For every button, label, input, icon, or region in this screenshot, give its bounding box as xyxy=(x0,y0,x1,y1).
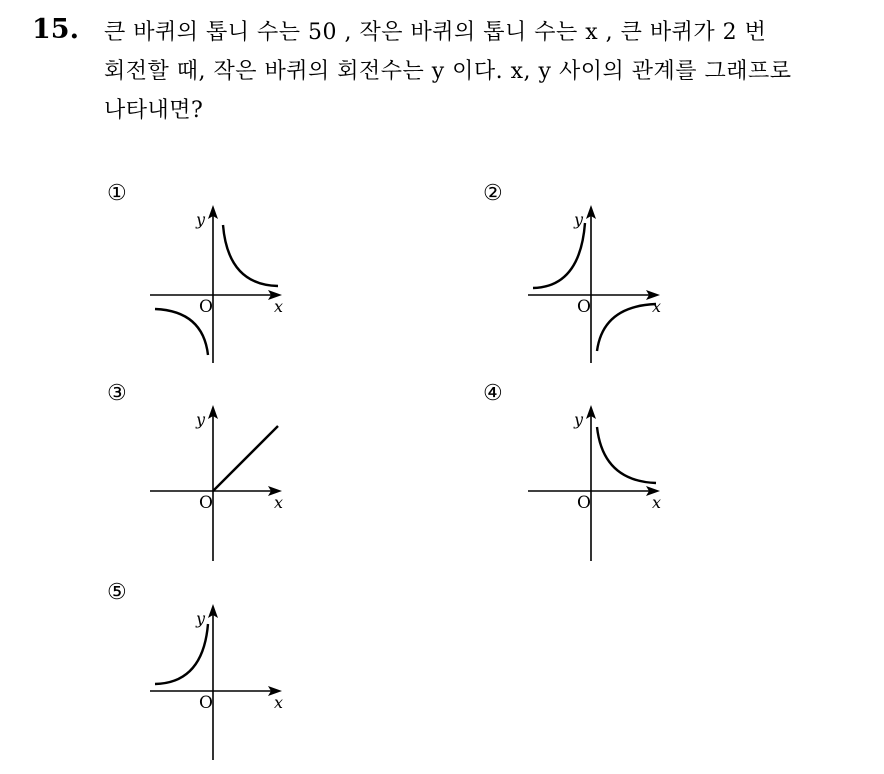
x-axis-label: x xyxy=(274,297,284,316)
curve-q1 xyxy=(597,427,656,483)
x-axis-label: x xyxy=(274,693,284,712)
origin-label: O xyxy=(577,297,591,317)
choice-1-graph xyxy=(130,195,290,375)
choice-1-label[interactable]: ① xyxy=(107,181,127,206)
question-text-line-3: 나타내면? xyxy=(104,98,204,123)
origin-label: O xyxy=(577,493,591,513)
choice-4-graph xyxy=(508,395,668,575)
question-text-line-2: 회전할 때, 작은 바퀴의 회전수는 y 이다. x, y 사이의 관계를 그래프로 xyxy=(104,59,792,84)
question-text-line-1: 큰 바퀴의 톱니 수는 50 , 작은 바퀴의 톱니 수는 x , 큰 바퀴가 2 번 xyxy=(104,20,767,45)
question-number: 15. xyxy=(32,14,79,45)
curve-q2 xyxy=(533,223,585,288)
choice-5-graph xyxy=(130,594,290,774)
y-axis-label: y xyxy=(574,210,584,229)
curve-q1 xyxy=(223,225,278,286)
x-axis-label: x xyxy=(274,493,284,512)
x-axis-label: x xyxy=(652,493,662,512)
choice-3-label[interactable]: ③ xyxy=(107,381,127,406)
y-axis-label: y xyxy=(196,609,206,628)
curve-q2 xyxy=(155,624,208,684)
choice-4-label[interactable]: ④ xyxy=(483,381,503,406)
origin-label: O xyxy=(199,297,213,317)
line-through-origin xyxy=(213,426,278,491)
y-axis-label: y xyxy=(574,410,584,429)
choice-3-graph xyxy=(130,395,290,575)
choice-2-graph xyxy=(508,195,668,375)
x-axis-label: x xyxy=(652,297,662,316)
choice-2-label[interactable]: ② xyxy=(483,181,503,206)
curve-q4 xyxy=(597,304,656,351)
y-axis-label: y xyxy=(196,410,206,429)
origin-label: O xyxy=(199,693,213,713)
origin-label: O xyxy=(199,493,213,513)
y-axis-label: y xyxy=(196,210,206,229)
choice-5-label[interactable]: ⑤ xyxy=(107,580,127,605)
